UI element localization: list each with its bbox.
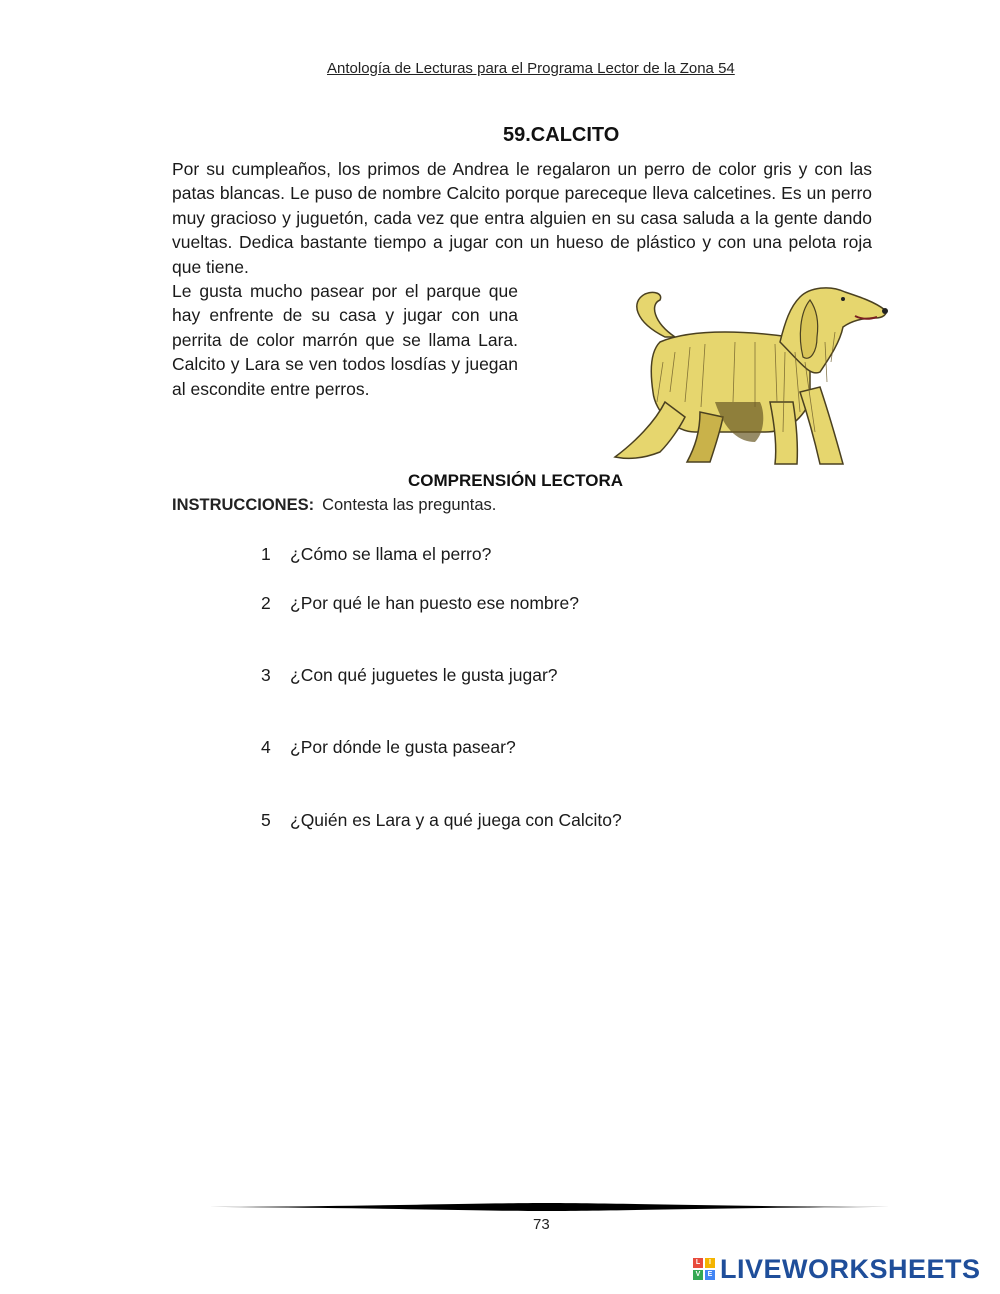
liveworksheets-logo[interactable] — [693, 1252, 981, 1286]
question-text: ¿Con qué juguetes le gusta jugar? — [290, 665, 558, 685]
question-text: ¿Por dónde le gusta pasear? — [290, 737, 516, 757]
question-4 — [261, 737, 516, 758]
comprehension-title: COMPRENSIÓN LECTORA — [408, 471, 624, 490]
question-5 — [261, 810, 622, 831]
instructions — [172, 496, 496, 515]
instructions-text: Contesta las preguntas. — [322, 496, 497, 514]
story-paragraph-1: Por su cumpleaños, los primos de Andrea le regalaron un perro de color gris y con las patas blancas. Le puso de nombre Calcito porque pareceque lleva calcetines. Es un perro muy gracioso y juguetón, cada vez que entra alguien en su casa saluda a la gente dando vueltas. Dedica bastante tiempo a jugar con un hueso de plástico y con una pelota roja que tiene. — [172, 159, 872, 277]
question-text: ¿Por qué le han puesto ese nombre? — [290, 593, 579, 613]
story-paragraph-2: Le gusta mucho pasear por el parque que hay enfrente de su casa y jugar con una perrita de color marrón que se llama Lara. Calcito y Lara se ven todos losdías y juegan al escondite entre perros. — [172, 281, 518, 399]
logo-icon: L I V E — [693, 1258, 715, 1280]
question-2 — [261, 593, 579, 614]
page-number: 73 — [533, 1216, 550, 1233]
question-text: ¿Cómo se llama el perro? — [290, 544, 492, 564]
story-title: 59.CALCITO — [503, 124, 620, 146]
question-3 — [261, 665, 558, 686]
footer-divider — [194, 1201, 899, 1213]
question-text: ¿Quién es Lara y a qué juega con Calcito? — [290, 810, 622, 830]
header-title: Antología de Lecturas para el Programa Lector de la Zona 54 — [327, 60, 735, 77]
question-number: 4 — [261, 737, 271, 757]
question-number: 2 — [261, 593, 271, 613]
question-number: 3 — [261, 665, 271, 685]
logo-text: LIVEWORKSHEETS — [720, 1253, 981, 1284]
question-1 — [261, 544, 491, 565]
instructions-label: INSTRUCCIONES: — [172, 496, 315, 514]
question-number: 5 — [261, 810, 271, 830]
dog-illustration — [605, 282, 895, 467]
question-number: 1 — [261, 544, 271, 564]
